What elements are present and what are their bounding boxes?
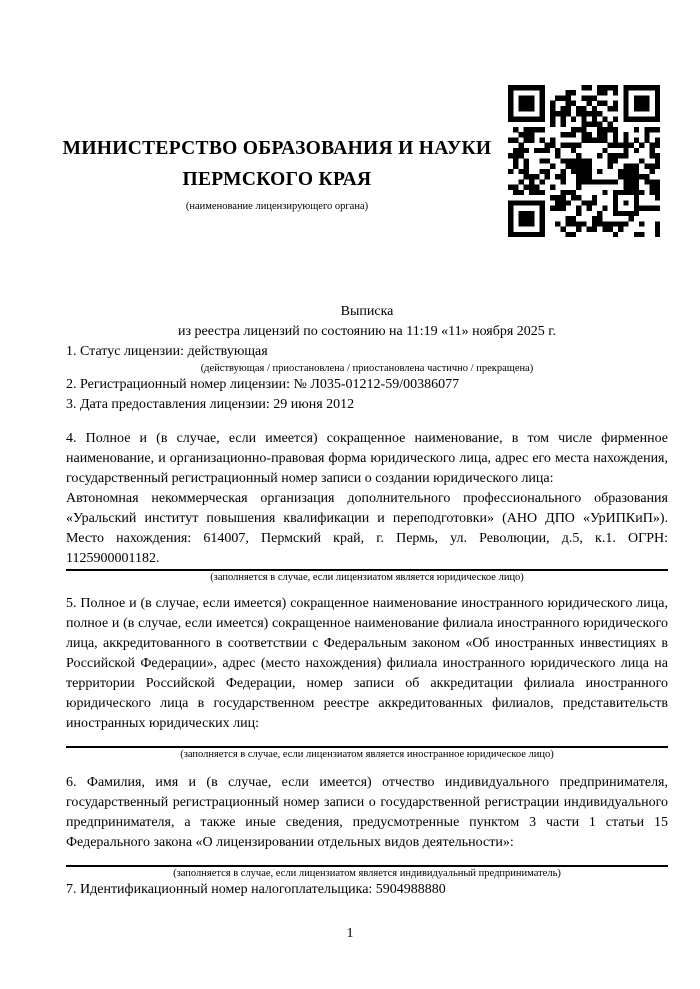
ministry-name-line2: ПЕРМСКОГО КРАЯ — [182, 169, 372, 190]
individual-entrepreneur-section — [66, 773, 668, 880]
legal-entity-section — [66, 429, 668, 584]
document-title — [66, 302, 668, 342]
legal-entity-caption: (заполняется в случае, если лицензиатом является юридическое лицо) — [210, 572, 524, 583]
blank-fill-space — [66, 853, 668, 865]
document-body — [66, 302, 668, 900]
legal-entity-value: Автономная некоммерческая организация дополнительного профессионального образования «Уральский институт повышения квалификации и переподготовки» (АНО ДПО «УрИПКиП»). Место нахождения: 614007, Пермский край, г. Пермь, ул. Революции, д.5, к.1. ОГРН: 1125900001182. — [66, 491, 668, 566]
individual-entrepreneur-caption: (заполняется в случае, если лицензиатом является индивидуальный предприниматель) — [173, 868, 561, 879]
document-header — [0, 0, 700, 302]
document-title-line1: Выписка — [340, 304, 394, 319]
ministry-name-line1: МИНИСТЕРСТВО ОБРАЗОВАНИЯ И НАУКИ — [62, 138, 492, 159]
license-registration-number: 2. Регистрационный номер лицензии: № Л035-01212-59/00386077 — [66, 377, 460, 392]
foreign-entity-caption: (заполняется в случае, если лицензиатом является иностранное юридическое лицо) — [180, 749, 554, 760]
foreign-entity-heading: 5. Полное и (в случае, если имеется) сокращенное наименование иностранного юридического лица, полное и (в случае, если имеется) сокращенное наименование филиала иностранного юридического лица, аккредитованного в соответствии с Федеральным законом «Об иностранных инвестициях в Российской Федерации», адрес (место нахождения) филиала иностранного юридического лица на территории Российской Федерации, номер записи об аккредитации филиала иностранного юридического лица в государственном реестре аккредитованных филиалов, представительств иностранных юридических лиц: — [66, 596, 668, 731]
license-grant-date: 3. Дата предоставления лицензии: 29 июня 2012 — [66, 397, 355, 412]
taxpayer-id: 7. Идентификационный номер налогоплательщика: 5904988880 — [66, 882, 446, 897]
qr-code-icon — [508, 85, 660, 237]
blank-fill-space — [66, 734, 668, 746]
page-number: 1 — [346, 926, 354, 941]
license-status: 1. Статус лицензии: действующая — [66, 344, 268, 359]
document-title-line2: из реестра лицензий по состоянию на 11:19 «11» ноября 2025 г. — [178, 324, 556, 339]
ministry-caption: (наименование лицензирующего органа) — [185, 201, 369, 212]
individual-entrepreneur-heading: 6. Фамилия, имя и (в случае, если имеется) отчество индивидуального предпринимателя, государственный регистрационный номер записи о государственной регистрации индивидуального предпринимателя, а также иные сведения, предусмотренные пунктом 3 части 1 статьи 15 Федерального закона «О лицензировании отдельных видов деятельности»: — [66, 775, 668, 850]
legal-entity-heading: 4. Полное и (в случае, если имеется) сокращенное наименование, в том числе фирменное наименование, и организационно-правовая форма юридического лица, адрес его места нахождения, государственный регистрационный номер записи о создании юридического лица: — [66, 431, 668, 486]
licensing-authority-block — [40, 133, 514, 213]
foreign-entity-section — [66, 594, 668, 761]
license-status-options-caption: (действующая / приостановлена / приостановлена частично / прекращена) — [200, 363, 534, 374]
